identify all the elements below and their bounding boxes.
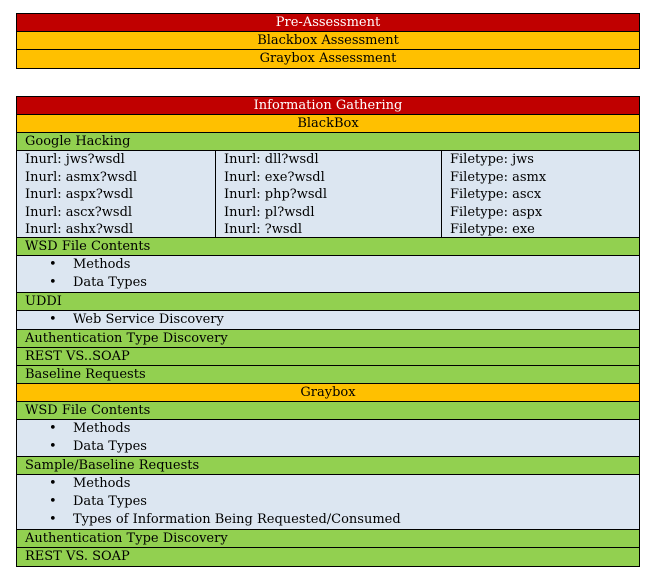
graybox-header: Graybox <box>17 384 639 402</box>
list-item: • Data Types <box>17 438 639 456</box>
dork-item: Filetype: jws <box>450 152 534 167</box>
wsd-file-contents-header: WSD File Contents <box>17 238 639 256</box>
google-hacking-header: Google Hacking <box>17 133 639 151</box>
dork-item: Inurl: pl?wsdl <box>224 204 315 220</box>
dork-item: Inurl: ascx?wsdl <box>25 204 133 220</box>
information-gathering-title: Information Gathering <box>17 97 639 115</box>
list-item: • Methods <box>17 420 639 438</box>
dork-item: Inurl: aspx?wsdl <box>25 187 134 202</box>
dork-item: Filetype: aspx <box>450 204 543 220</box>
wsd-file-contents-list-2 <box>17 420 639 457</box>
auth-type-discovery-row-2: Authentication Type Discovery <box>17 530 639 548</box>
list-item: • Methods <box>17 475 639 493</box>
list-item: • Data Types <box>17 274 639 292</box>
dork-item: Inurl: jws?wsdl <box>25 152 125 167</box>
list-item: • Web Service Discovery <box>17 311 639 329</box>
list-item: • Data Types <box>17 493 639 511</box>
uddi-header: UDDI <box>17 293 639 311</box>
rest-vs-soap-row-2: REST VS. SOAP <box>17 548 639 566</box>
google-hacking-col-3 <box>441 151 639 237</box>
google-hacking-col-1 <box>17 151 215 237</box>
dork-item: Inurl: asmx?wsdl <box>25 169 138 185</box>
wsd-file-contents-header-2: WSD File Contents <box>17 402 639 420</box>
rest-vs-soap-row: REST VS..SOAP <box>17 348 639 366</box>
dork-item: Inurl: dll?wsdl <box>224 152 319 167</box>
dork-item: Filetype: ascx <box>450 187 542 202</box>
auth-type-discovery-row: Authentication Type Discovery <box>17 330 639 348</box>
blackbox-assessment-row: Blackbox Assessment <box>17 32 639 50</box>
baseline-requests-row: Baseline Requests <box>17 366 639 384</box>
dork-item: Inurl: exe?wsdl <box>224 169 325 185</box>
list-item: • Methods <box>17 256 639 274</box>
dork-item: Inurl: ?wsdl <box>224 222 303 237</box>
blackbox-header: BlackBox <box>17 115 639 133</box>
dork-item: Filetype: asmx <box>450 169 547 185</box>
uddi-list <box>17 311 639 330</box>
graybox-assessment-row: Graybox Assessment <box>17 50 639 68</box>
google-hacking-grid <box>17 151 639 238</box>
dork-item: Filetype: exe <box>450 222 535 237</box>
dork-item: Inurl: ashx?wsdl <box>25 222 134 237</box>
list-item: • Types of Information Being Requested/Consumed <box>17 511 639 529</box>
information-gathering-table <box>16 96 640 567</box>
wsd-file-contents-list <box>17 256 639 293</box>
dork-item: Inurl: php?wsdl <box>224 187 328 202</box>
sample-baseline-requests-header: Sample/Baseline Requests <box>17 457 639 475</box>
pre-assessment-title: Pre-Assessment <box>17 14 639 32</box>
pre-assessment-table <box>16 13 640 69</box>
google-hacking-col-2 <box>215 151 441 237</box>
sample-baseline-requests-list <box>17 475 639 530</box>
